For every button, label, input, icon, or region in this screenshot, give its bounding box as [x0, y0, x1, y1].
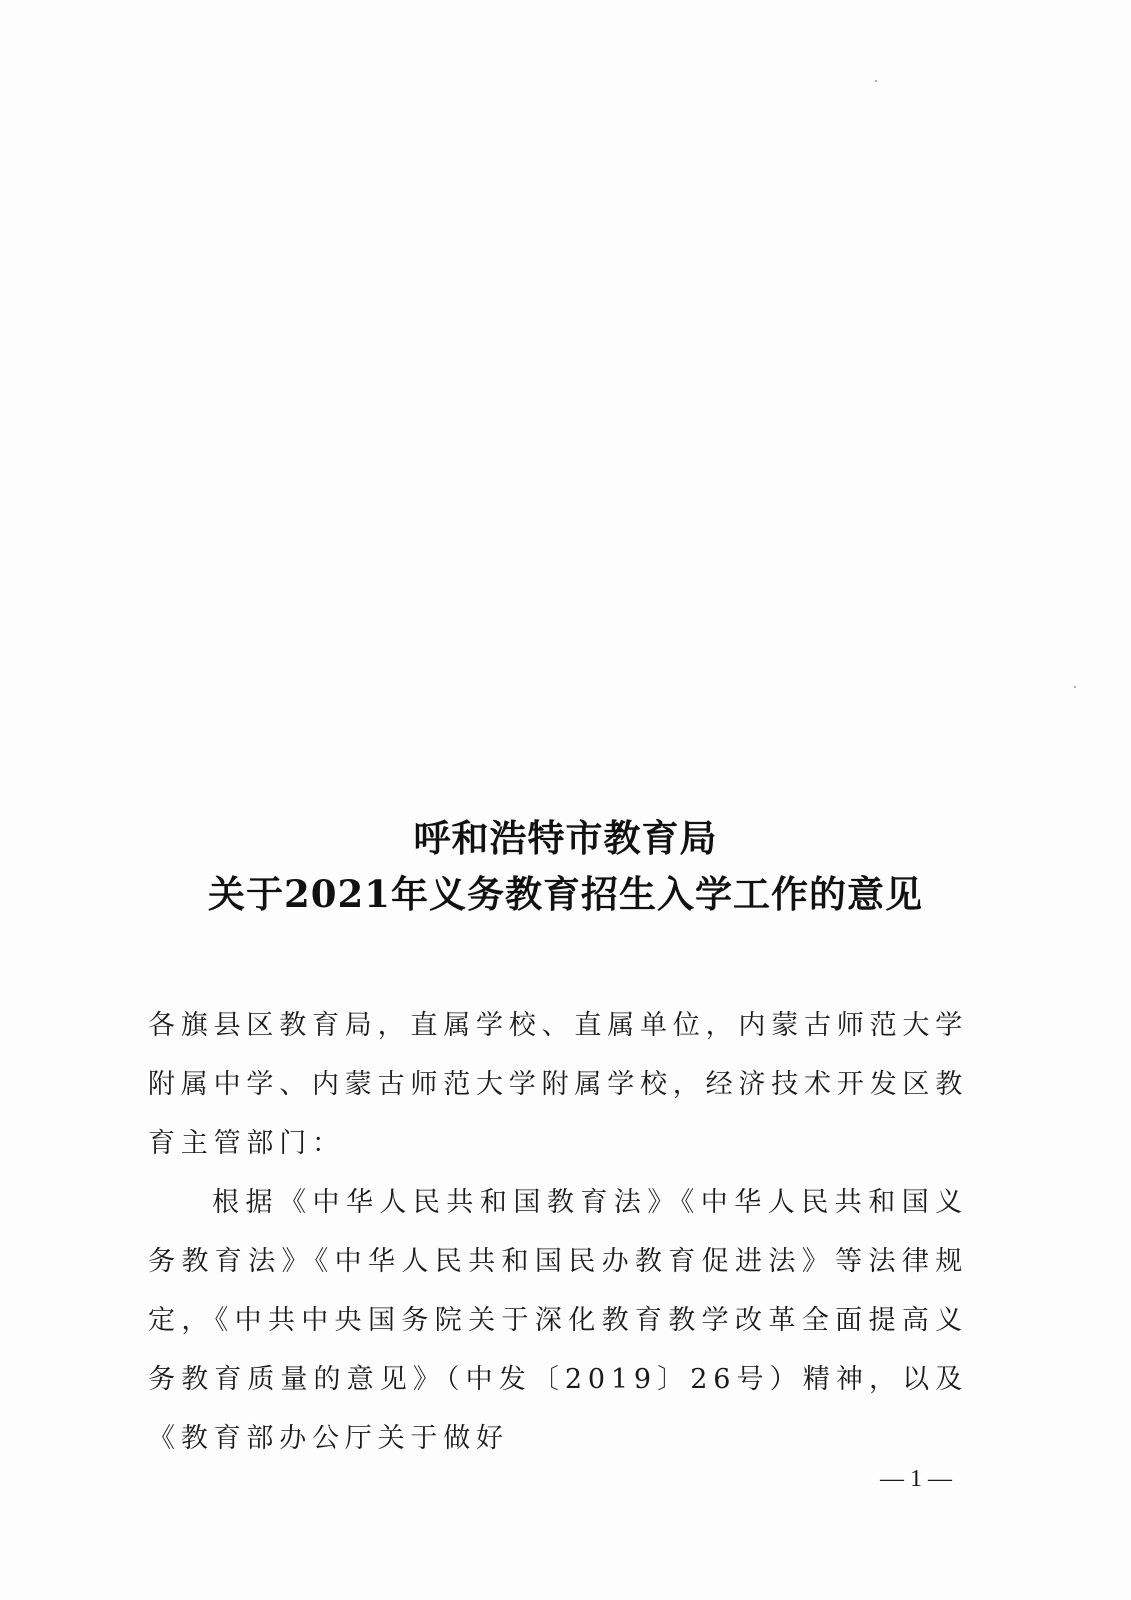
body-paragraph: 根据《中华人民共和国教育法》《中华人民共和国义务教育法》《中华人民共和国民办教育促进法》等法律规定，《中共中央国务院关于深化教育教学改革全面提高义务教育质量的意见》（中发〔2019〕26号）精神，以及《教育部办公厅关于做好	[148, 1187, 968, 1454]
scan-speck	[1074, 686, 1076, 688]
scan-speck	[875, 80, 877, 82]
document-body	[148, 996, 968, 1468]
document-title-issuer: 呼和浩特市教育局	[413, 816, 718, 860]
document-title-subject: 关于2021年义务教育招生入学工作的意见	[208, 872, 923, 916]
salutation: 各旗县区教育局，直属学校、直属单位，内蒙古师范大学附属中学、内蒙古师范大学附属学校，经济技术开发区教育主管部门：	[148, 1010, 968, 1159]
page-number: — 1 —	[880, 1466, 952, 1492]
